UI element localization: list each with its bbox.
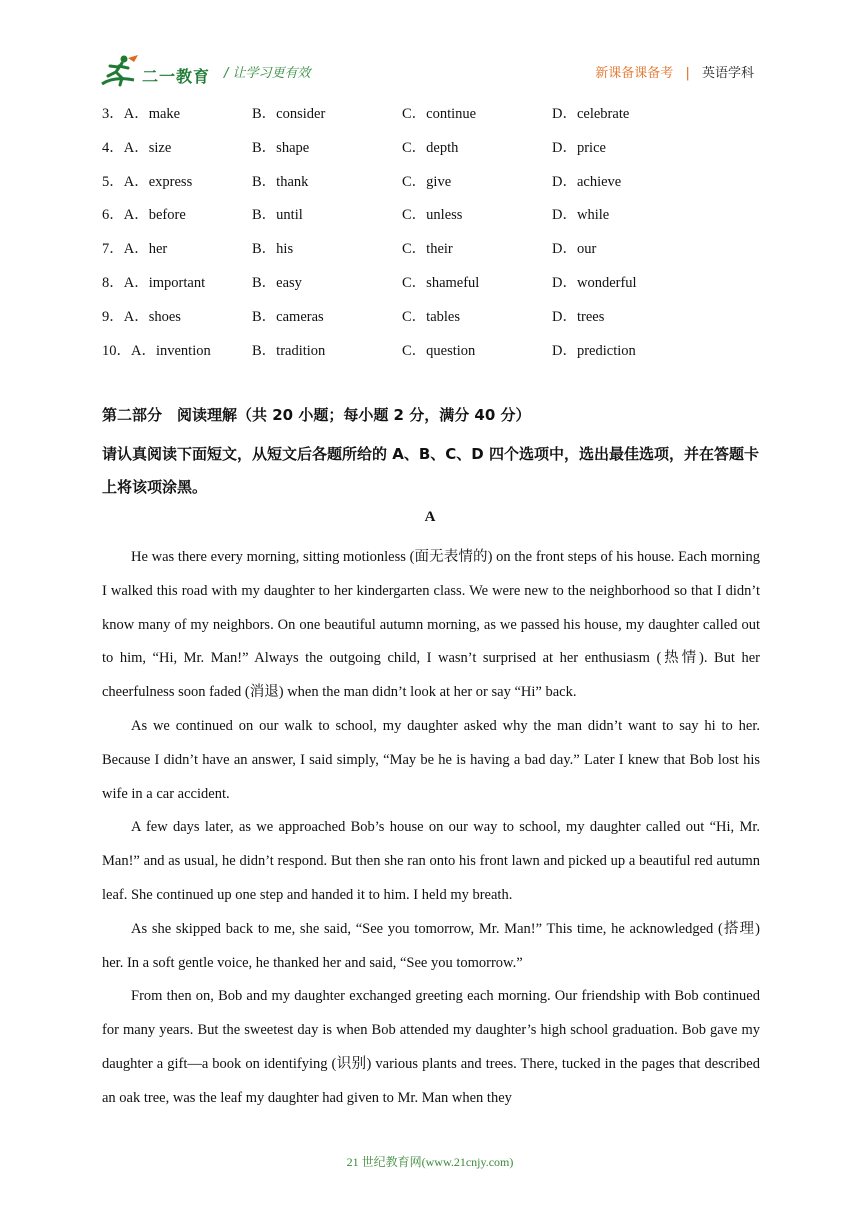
option-b: B．cameras	[252, 308, 324, 325]
option-d: D．price	[552, 139, 606, 156]
passage-paragraph: A few days later, as we approached Bob’s house on our way to school, my daughter called out “Hi, Mr. Man!” and as usual, he didn’t respond. But then she ran onto his front lawn and picked up a beautiful red autumn leaf. She continued up one step and handed it to him. I held my breath.	[102, 819, 760, 903]
exam-label: 新课备课备考	[595, 66, 674, 81]
option-c: C．give	[402, 173, 452, 190]
option-a: 7．A．her	[102, 241, 168, 258]
option-a: 3．A．make	[102, 106, 181, 122]
option-d: D．while	[552, 207, 610, 224]
runner-logo-icon	[100, 54, 140, 88]
page-footer: 21 世纪教育网(www.21cnjy.com)	[346, 1155, 514, 1169]
passage-paragraph: He was there every morning, sitting motionless (面无表情的) on the front steps of his house. Each morning I walked this road with my daughter to her kindergarten class. We were new to the neighborhood so that I didn’t know many of my neighbors. On one beautiful autumn morning, as we passed his house, my daughter called out to him, “Hi, Mr. Man!” Always the outgoing child, I wasn’t surprised at her enthusiasm (热情). But her cheerfulness soon faded (消退) when the man didn’t look at her or say “Hi” back.	[102, 549, 760, 701]
option-row	[102, 137, 762, 171]
option-row	[102, 272, 762, 306]
option-c: C．continue	[402, 106, 477, 122]
reading-passage	[102, 541, 760, 1116]
option-row	[102, 103, 762, 137]
passage-paragraph: As she skipped back to me, she said, “See you tomorrow, Mr. Man!” This time, he acknowledged (搭理) her. In a soft gentle voice, he thanked her and said, “See you tomorrow.”	[102, 920, 760, 971]
section-title: 第二部分 阅读理解（共 20 小题；每小题 2 分，满分 40 分）	[102, 406, 531, 424]
header-right	[595, 62, 754, 81]
option-c: C．depth	[402, 139, 459, 156]
option-a: 9．A．shoes	[102, 308, 181, 325]
option-c: C．tables	[402, 308, 460, 325]
slogan: / 让学习更有效	[224, 66, 311, 81]
option-b: B．his	[252, 241, 294, 258]
option-b: B．consider	[252, 106, 326, 122]
passage-paragraph: As we continued on our walk to school, my daughter asked why the man didn’t want to say hi to her. Because I didn’t have an answer, I said simply, “May be he is having a bad day.” Later I knew that Bob lost his wife in a car accident.	[102, 717, 760, 802]
option-d: D．wonderful	[552, 274, 637, 291]
option-row	[102, 204, 762, 238]
option-a: 6．A．before	[102, 207, 186, 224]
option-a: 8．A．important	[102, 274, 206, 291]
passage-paragraph: From then on, Bob and my daughter exchanged greeting each morning. Our friendship with Bob continued for many years. But the sweetest day is when Bob attended my daughter’s high school graduation. Bob gave my daughter a gift—a book on identifying (识别) various plants and trees. There, tucked in the pages that described an oak tree, was the leaf my daughter had given to Mr. Man when they	[102, 988, 760, 1106]
option-d: D．achieve	[552, 173, 622, 190]
option-c: C．their	[402, 241, 453, 258]
option-b: B．shape	[252, 139, 310, 156]
option-d: D．celebrate	[552, 106, 630, 122]
option-c: C．question	[402, 342, 476, 359]
option-b: B．tradition	[252, 342, 326, 359]
subject-label: 英语学科	[701, 66, 754, 81]
header-separator: |	[685, 66, 690, 81]
page-header	[0, 0, 860, 95]
option-a: 5．A．express	[102, 173, 193, 190]
option-c: C．unless	[402, 207, 463, 224]
passage-label: A	[424, 509, 436, 525]
option-b: B．until	[252, 207, 303, 224]
option-d: D．trees	[552, 308, 605, 325]
option-d: D．prediction	[552, 342, 636, 359]
option-d: D．our	[552, 241, 597, 258]
brand-logo	[100, 54, 212, 88]
option-a: 10．A．invention	[102, 342, 211, 359]
option-a: 4．A．size	[102, 139, 172, 156]
option-row	[102, 238, 762, 272]
option-row	[102, 171, 762, 205]
logo-text: 二一教育	[142, 67, 211, 86]
option-b: B．easy	[252, 274, 302, 291]
option-b: B．thank	[252, 173, 309, 190]
option-row	[102, 340, 762, 374]
option-c: C．shameful	[402, 274, 480, 291]
answer-options-list	[102, 103, 762, 373]
option-row	[102, 306, 762, 340]
section-instructions: 请认真阅读下面短文，从短文后各题所给的 A、B、C、D 四个选项中，选出最佳选项，并在答题卡上将该项涂黑。	[102, 445, 759, 496]
